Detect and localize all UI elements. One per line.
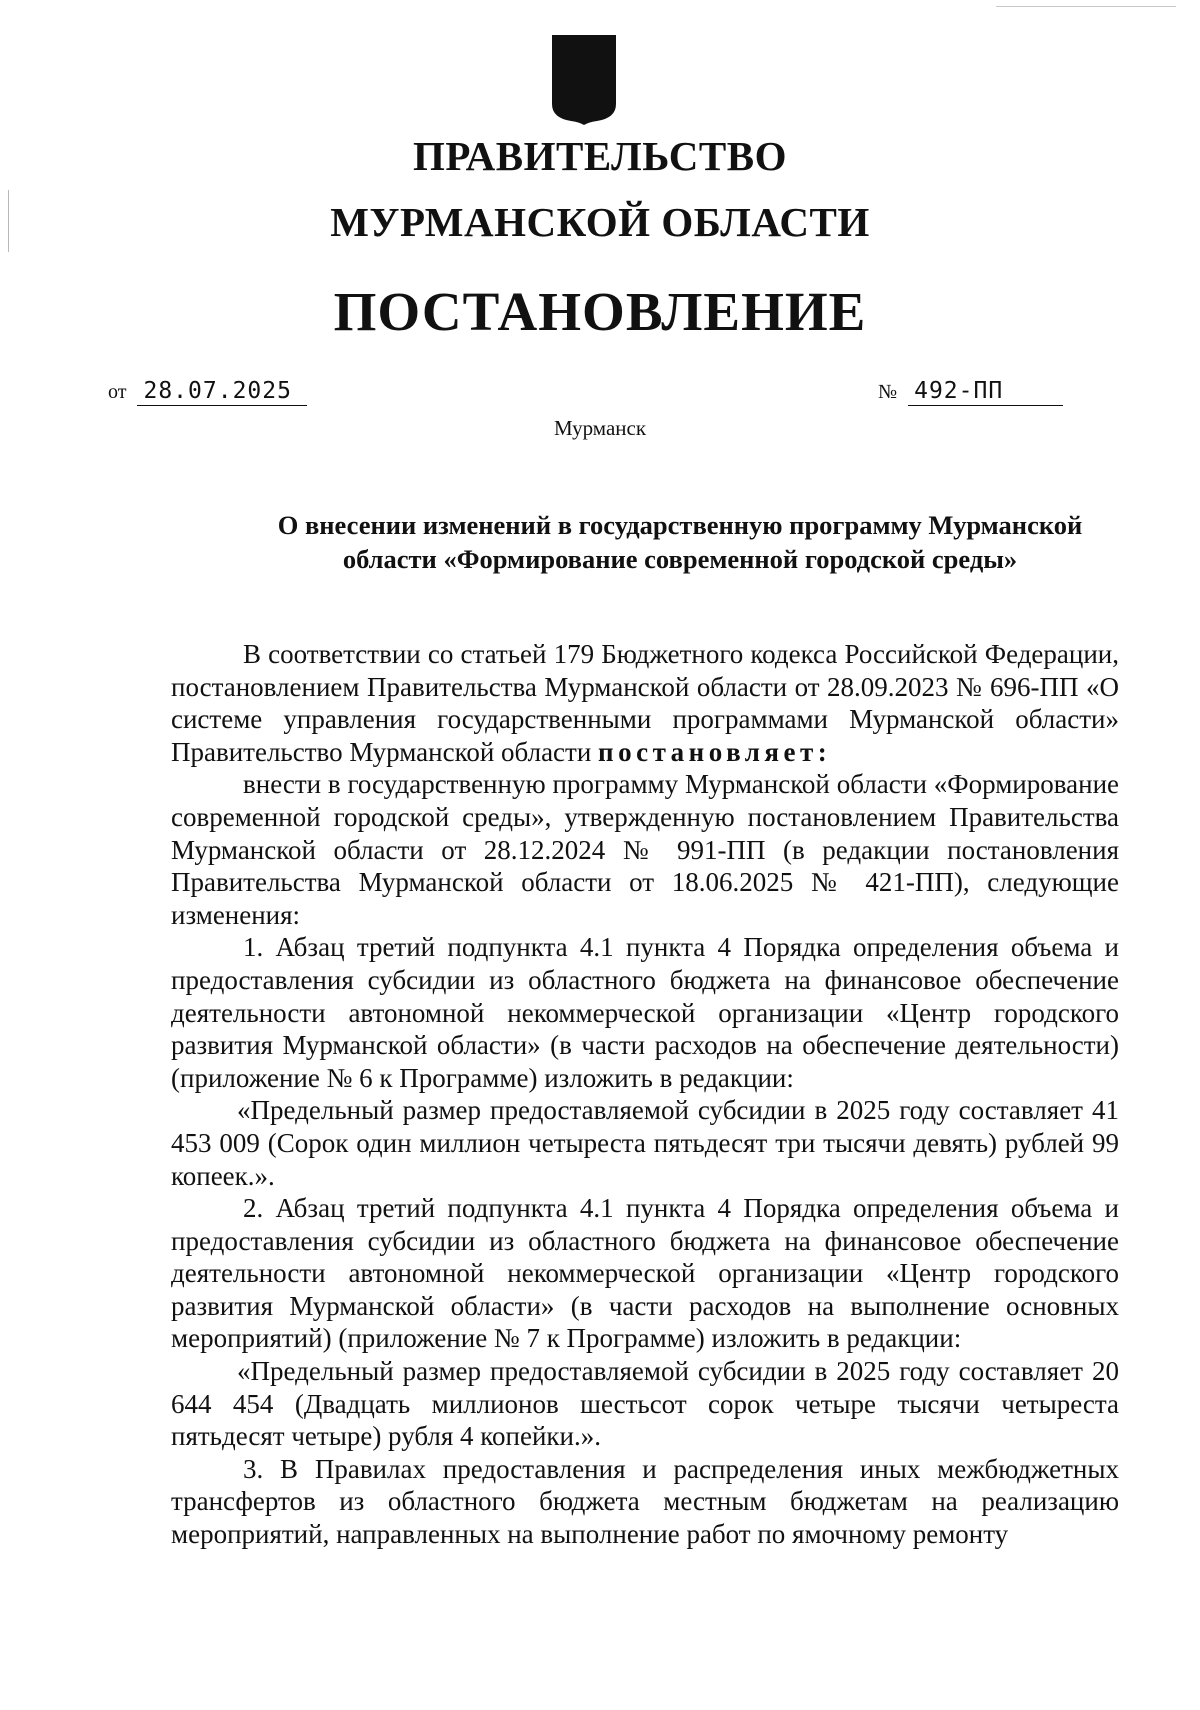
paragraph-quote-2: «Предельный размер предоставляемой субсидии в 2025 году составляет 20 644 454 (Двадцать миллионов шестьсот сорок четыре тысячи четыреста пятьдесят четыре) рубля 4 копейки.».: [171, 1356, 1119, 1452]
document-number: [878, 378, 1063, 406]
title-line1: О внесении изменений в государственную программу Мурманской: [277, 510, 1083, 540]
paragraph-item-1: 1. Абзац третий подпункта 4.1 пункта 4 Порядка определения объема и предоставления субсидии из областного бюджета на финансовое обеспечение деятельности автономной некоммерческой организации «Центр городского развития Мурманской области» (в части расходов на обеспечение деятельности) (приложение № 6 к Программе) изложить в редакции:: [171, 932, 1119, 1093]
paragraph-intro: [171, 638, 1119, 768]
coat-of-arms-emblem-icon: [551, 34, 617, 126]
paragraph-item-3: 3. В Правилах предоставления и распределения иных межбюджетных трансфертов из областного бюджета местным бюджетам на реализацию мероприятий, направленных на выполнение работ по ямочному ремонту: [171, 1453, 1119, 1550]
paragraph-quote-1: «Предельный размер предоставляемой субсидии в 2025 году составляет 41 453 009 (Сорок один миллион четыреста пятьдесят три тысячи девять) рублей 99 копеек.».: [171, 1095, 1119, 1191]
paragraph-item-2: 2. Абзац третий подпункта 4.1 пункта 4 Порядка определения объема и предоставления субсидии из областного бюджета на финансовое обеспечение деятельности автономной некоммерческой организации «Центр городского развития Мурманской области» (в части расходов на выполнение основных мероприятий) (приложение № 7 к Программе) изложить в редакции:: [171, 1193, 1119, 1354]
document-body: [171, 638, 1119, 1551]
date-value: 28.07.2025: [137, 378, 307, 406]
organization-name-line1: ПРАВИТЕЛЬСТВО: [412, 133, 788, 179]
resolves-word: постановляет:: [598, 736, 832, 767]
intro-text: В соответствии со статьей 179 Бюджетного кодекса Российской Федерации, постановлением Правительства Мурманской области от 28.09.2023 № 696-ПП «О системе управления государственными программами Мурманской области» Правительство Мурманской области: [171, 639, 1119, 767]
number-label: №: [878, 381, 898, 403]
number-value: 492-ПП: [908, 378, 1063, 406]
date-label: от: [108, 381, 127, 403]
scan-artifact-line: [996, 6, 1176, 7]
city: Мурманск: [553, 416, 647, 440]
paragraph-amend: внести в государственную программу Мурманской области «Формирование современной городской среды», утвержденную постановлением Правительства Мурманской области от 28.12.2024 № 991-ПП (в редакции постановления Правительства Мурманской области от 18.06.2025 № 421-ПП), следующие изменения:: [171, 769, 1119, 930]
document-title: [240, 508, 1120, 576]
title-line2: области «Формирование современной городской среды»: [342, 544, 1018, 574]
document-date: [108, 378, 307, 406]
organization-name-line2: МУРМАНСКОЙ ОБЛАСТИ: [330, 199, 870, 245]
document-type: ПОСТАНОВЛЕНИЕ: [333, 281, 867, 342]
